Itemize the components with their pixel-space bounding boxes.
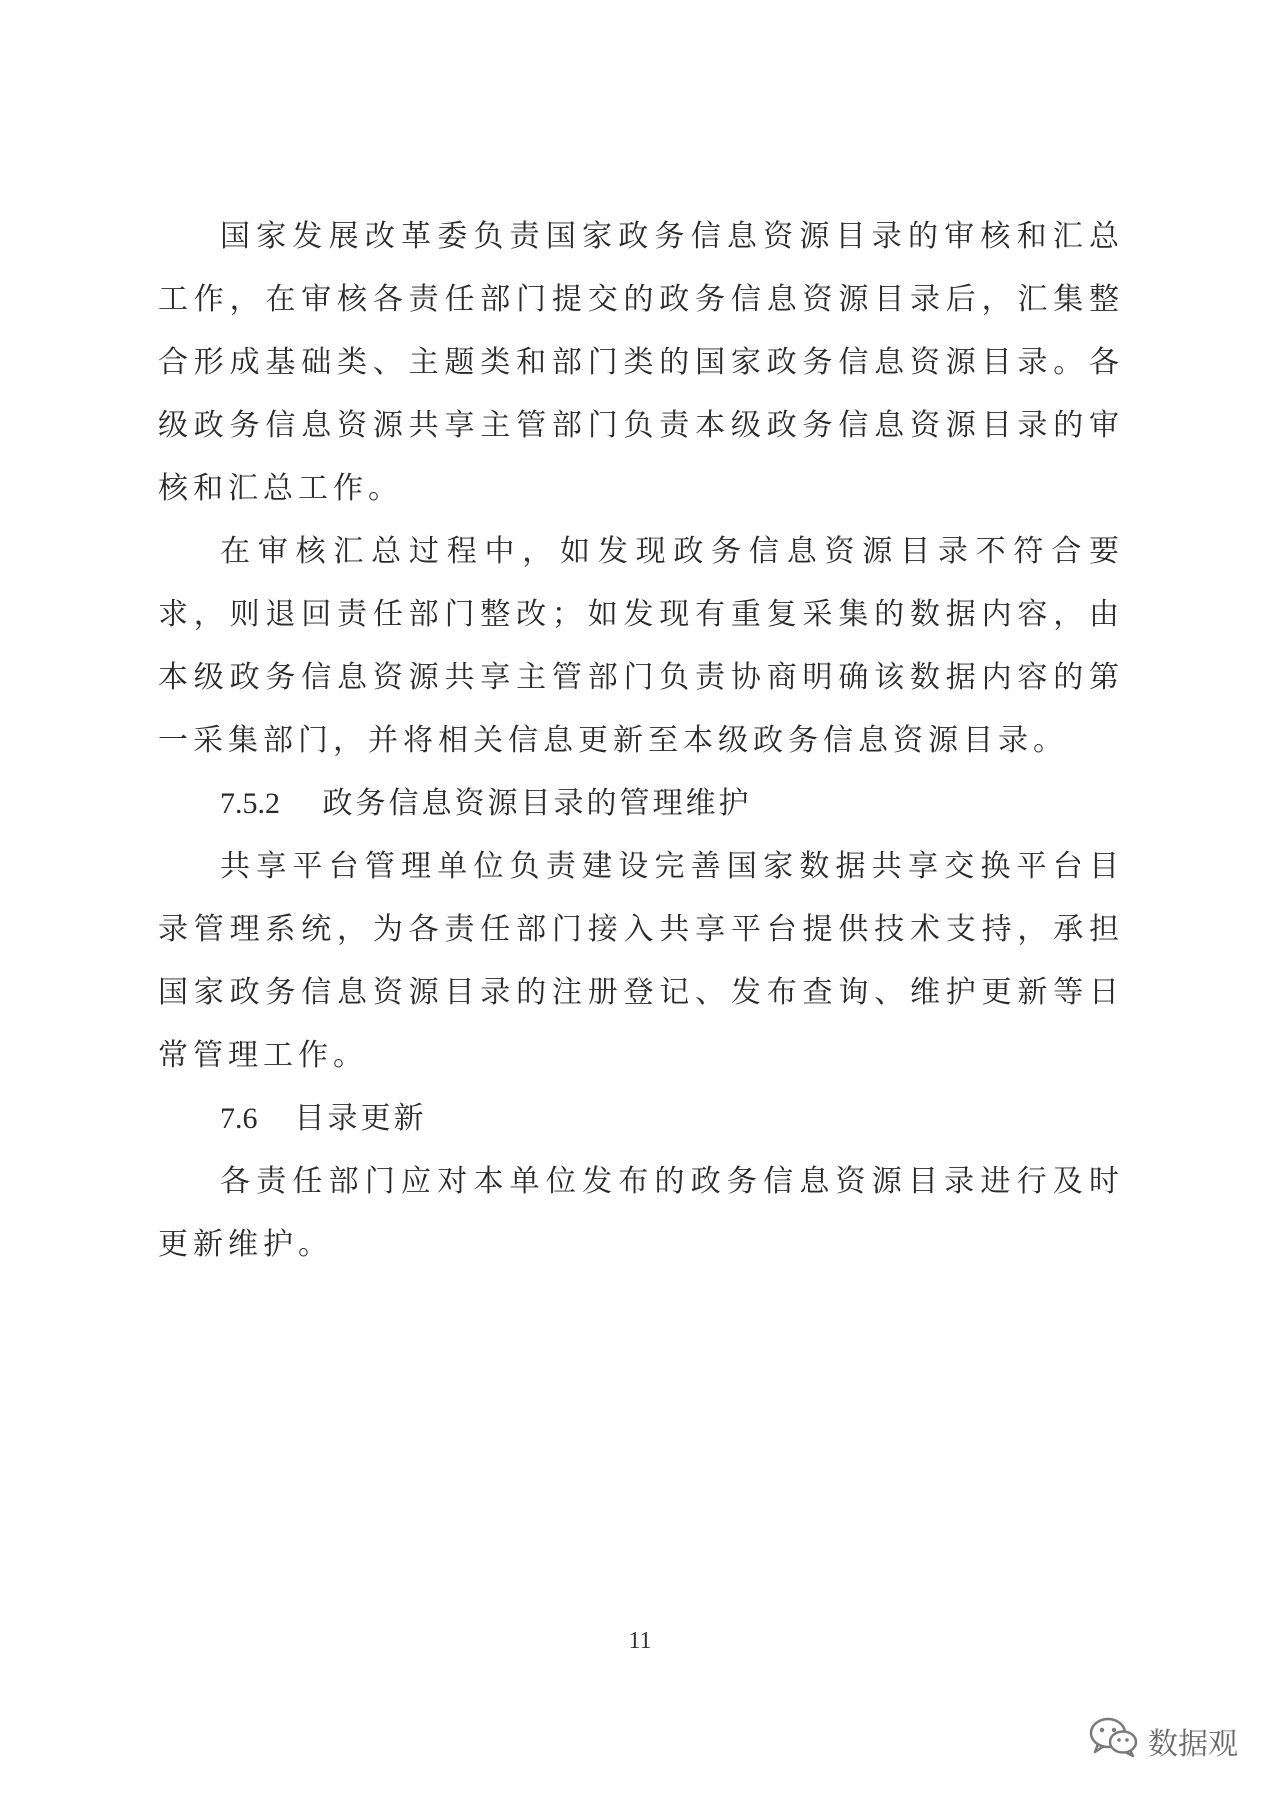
document-body [158,205,1124,1276]
watermark-text: 数据观 [1148,1727,1238,1762]
paragraph-platform-management: 共享平台管理单位负责建设完善国家数据共享交换平台目录管理系统，为各责任部门接入共享平台提供技术支持，承担国家政务信息资源目录的注册登记、发布查询、维护更新等日常管理工作。 [158,849,1124,1073]
section-number: 7.6 [220,1102,258,1135]
section-title: 目录更新 [294,1101,427,1136]
section-number: 7.5.2 [220,787,280,820]
section-title: 政务信息资源目录的管理维护 [322,786,752,821]
wechat-icon [1088,1716,1140,1766]
section-heading-7-5-2 [158,772,1124,835]
paragraph-catalog-review: 国家发展改革委负责国家政务信息资源目录的审核和汇总工作，在审核各责任部门提交的政务信息资源目录后，汇集整合形成基础类、主题类和部门类的国家政务信息资源目录。各级政务信息资源共享主管部门负责本级政务信息资源目录的审核和汇总工作。 [158,219,1124,506]
watermark [1088,1716,1238,1766]
paragraph-review-process: 在审核汇总过程中，如发现政务信息资源目录不符合要求，则退回责任部门整改；如发现有重复采集的数据内容，由本级政务信息资源共享主管部门负责协商明确该数据内容的第一采集部门，并将相关信息更新至本级政务信息资源目录。 [158,534,1124,758]
paragraph-catalog-update: 各责任部门应对本单位发布的政务信息资源目录进行及时更新维护。 [158,1164,1124,1262]
page-number: 11 [628,1628,652,1654]
section-heading-7-6 [158,1087,1124,1150]
